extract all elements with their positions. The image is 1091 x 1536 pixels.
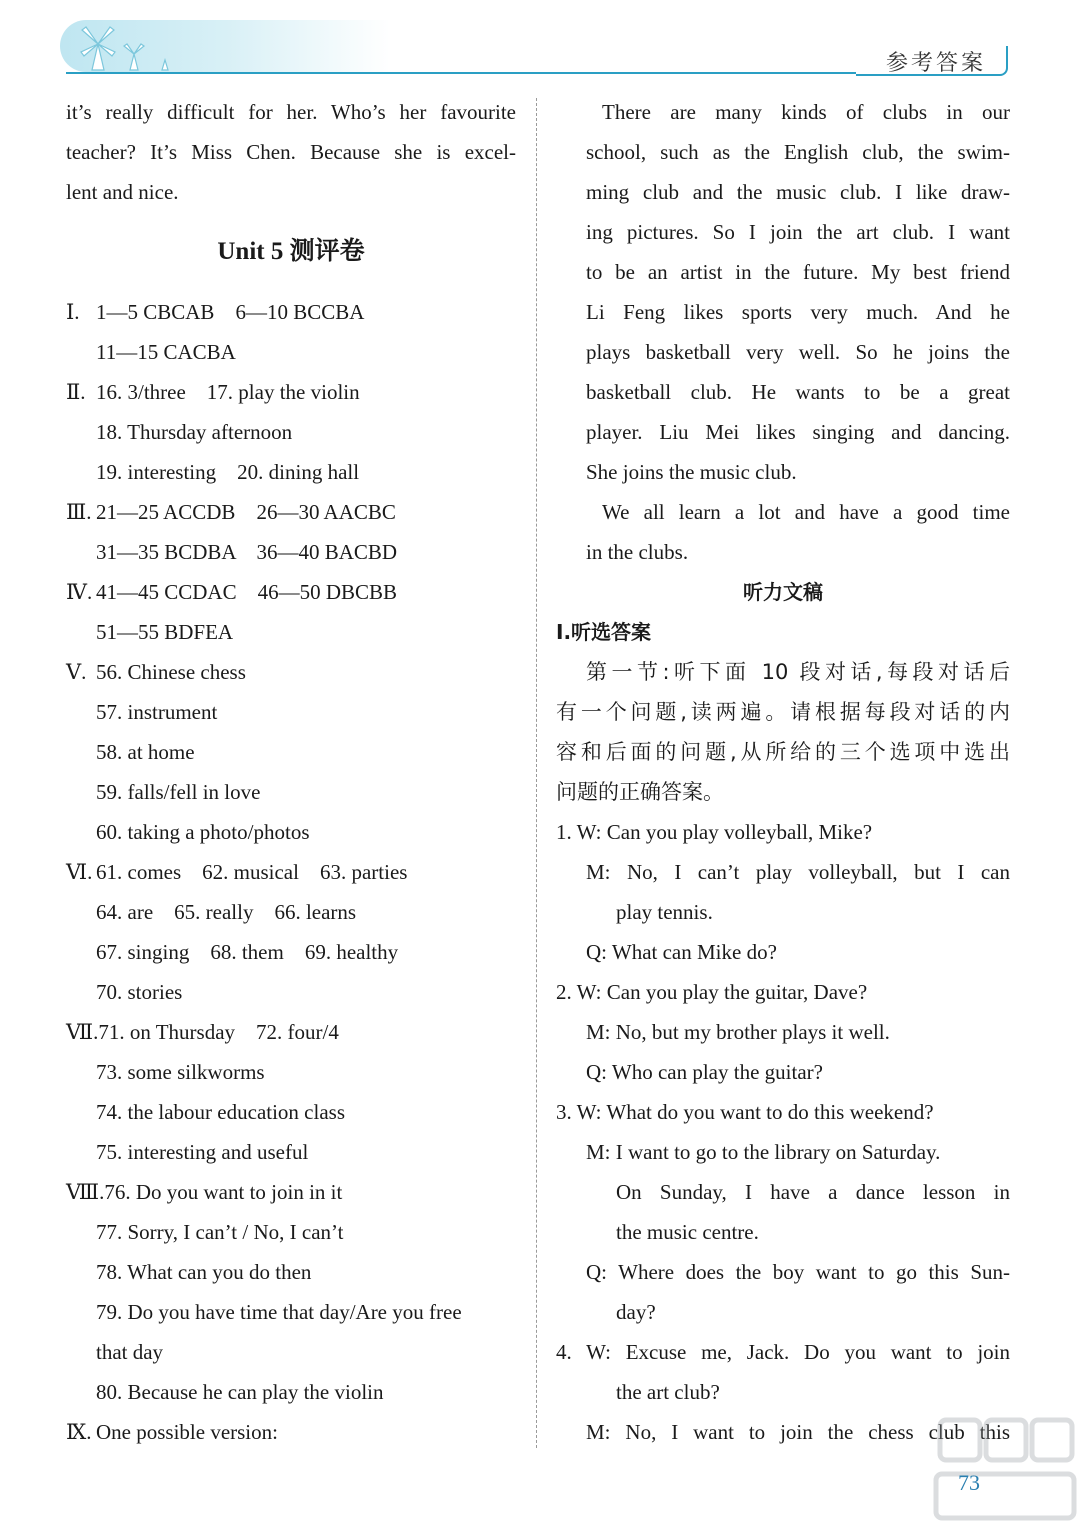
- column-divider: [536, 98, 537, 1448]
- answer-row: [66, 812, 516, 852]
- answer-row: [66, 732, 516, 772]
- answer-row: [66, 972, 516, 1012]
- essay-line: basketball club. He wants to be a great: [586, 380, 1010, 404]
- answer-text: 78. What can you do then: [96, 1260, 312, 1284]
- dialogue-line: M: No, I want to join the chess club this: [586, 1420, 1010, 1444]
- dialogue-line: Q: Who can play the guitar?: [586, 1060, 823, 1084]
- essay-line: to be an artist in the future. My best friend: [586, 260, 1010, 284]
- dialogue-line: On Sunday, I have a dance lesson in: [616, 1180, 1010, 1204]
- essay-paragraph: [556, 92, 1010, 572]
- watermark-logo-icon: [930, 1412, 1080, 1527]
- roman-numeral: Ⅳ.: [66, 580, 93, 604]
- answer-text: 60. taking a photo/photos: [96, 820, 310, 844]
- answer-row: [66, 412, 516, 452]
- essay-line: We all learn a lot and have a good time: [602, 500, 1010, 524]
- answer-list: [66, 292, 516, 1452]
- answer-row: [66, 1132, 516, 1172]
- answer-text: 67. singing 68. them 69. healthy: [96, 940, 399, 964]
- header-title: 参考答案: [886, 51, 987, 76]
- answer-text: 74. the labour education class: [96, 1100, 346, 1124]
- answer-text: 21—25 ACCDB 26—30 AACBC: [96, 500, 396, 524]
- dialogue-line: day?: [616, 1300, 656, 1324]
- answer-row: [66, 1012, 516, 1052]
- instruction-line: 容和后面的问题,从所给的三个选项中选出: [556, 740, 1010, 764]
- answer-text: 73. some silkworms: [96, 1060, 265, 1084]
- answer-row: [66, 1252, 516, 1292]
- answer-text: 31—35 BCDBA 36—40 BACBD: [96, 540, 398, 564]
- answer-row: [66, 892, 516, 932]
- header-rule: [66, 72, 856, 74]
- answer-text: One possible version:: [96, 1420, 278, 1444]
- intro-paragraph: [66, 92, 516, 212]
- answer-row: [66, 1292, 516, 1332]
- roman-numeral: Ⅷ.: [66, 1180, 105, 1204]
- page-number: 73: [958, 1470, 980, 1495]
- unit-title: Unit 5 测评卷: [217, 238, 365, 265]
- section-heading: Ⅰ.听选答案: [556, 620, 652, 644]
- dialogue-line: 1. W: Can you play volleyball, Mike?: [556, 820, 873, 844]
- answer-text: 57. instrument: [96, 700, 218, 724]
- dialogue-line: the music centre.: [616, 1220, 759, 1244]
- answer-text: 80. Because he can play the violin: [96, 1380, 384, 1404]
- instruction-line: 第一节:听下面 10 段对话,每段对话后: [586, 660, 1010, 684]
- text-line: teacher? It’s Miss Chen. Because she is excel-: [66, 140, 516, 164]
- answer-row: [66, 1052, 516, 1092]
- essay-line: ming club and the music club. I like draw-: [586, 180, 1010, 204]
- essay-line: school, such as the English club, the swim-: [586, 140, 1010, 164]
- essay-line: She joins the music club.: [586, 460, 797, 484]
- dialogue-line: 4. W: Excuse me, Jack. Do you want to join: [556, 1340, 1010, 1364]
- answer-text: 79. Do you have time that day/Are you free: [96, 1300, 462, 1324]
- dialogue-line: Q: What can Mike do?: [586, 940, 777, 964]
- roman-numeral: Ⅸ.: [66, 1420, 92, 1444]
- answer-row: [66, 932, 516, 972]
- essay-line: plays basketball very well. So he joins the: [586, 340, 1010, 364]
- roman-numeral: Ⅱ.: [66, 380, 86, 404]
- answer-row: [66, 572, 516, 612]
- dialogue-list: [556, 812, 1010, 1452]
- essay-line: player. Liu Mei likes singing and dancing.: [586, 420, 1010, 444]
- essay-line: Li Feng likes sports very much. And he: [586, 300, 1010, 324]
- answer-text: that day: [96, 1340, 164, 1364]
- essay-line: There are many kinds of clubs in our: [602, 100, 1010, 124]
- dialogue-line: Q: Where does the boy want to go this Sun-: [586, 1260, 1010, 1284]
- answer-row: [66, 492, 516, 532]
- instruction-line: 有一个问题,读两遍。请根据每段对话的内: [556, 700, 1010, 724]
- answer-row: [66, 652, 516, 692]
- answer-text: 1—5 CBCAB 6—10 BCCBA: [96, 300, 365, 324]
- answer-row: [66, 532, 516, 572]
- answer-row: [66, 1172, 516, 1212]
- dialogue-line: M: No, but my brother plays it well.: [586, 1020, 890, 1044]
- text-line: it’s really difficult for her. Who’s her favourite: [66, 100, 516, 124]
- listening-title: 听力文稿: [743, 580, 823, 604]
- roman-numeral: Ⅴ.: [66, 660, 87, 684]
- answer-row: [66, 332, 516, 372]
- answer-row: [66, 372, 516, 412]
- right-column: [556, 92, 1010, 1452]
- answer-text: 58. at home: [96, 740, 195, 764]
- answer-text: 19. interesting 20. dining hall: [96, 460, 360, 484]
- dialogue-line: play tennis.: [616, 900, 713, 924]
- answer-text: 59. falls/fell in love: [96, 780, 261, 804]
- answer-text: 77. Sorry, I can’t / No, I can’t: [96, 1220, 344, 1244]
- windmill-icon: [72, 22, 182, 72]
- answer-text: 71. on Thursday 72. four/4: [98, 1020, 339, 1044]
- answer-text: 18. Thursday afternoon: [96, 420, 293, 444]
- dialogue-line: 3. W: What do you want to do this weekend?: [556, 1100, 934, 1124]
- answer-text: 64. are 65. really 66. learns: [96, 900, 357, 924]
- text-line: lent and nice.: [66, 180, 179, 204]
- roman-numeral: Ⅵ.: [66, 860, 93, 884]
- roman-numeral: Ⅶ.: [66, 1020, 99, 1044]
- page-header: [0, 0, 1091, 90]
- answer-text: 70. stories: [96, 980, 183, 1004]
- answer-text: 41—45 CCDAC 46—50 DBCBB: [96, 580, 398, 604]
- answer-text: 51—55 BDFEA: [96, 620, 234, 644]
- answer-text: 61. comes 62. musical 63. parties: [96, 860, 408, 884]
- answer-row: [66, 1372, 516, 1412]
- answer-row: [66, 692, 516, 732]
- essay-line: ing pictures. So I join the art club. I want: [586, 220, 1010, 244]
- answer-row: [66, 772, 516, 812]
- answer-text: 76. Do you want to join in it: [104, 1180, 343, 1204]
- roman-numeral: Ⅰ.: [66, 300, 80, 324]
- answer-text: 75. interesting and useful: [96, 1140, 309, 1164]
- instruction-paragraph: [556, 652, 1010, 812]
- dialogue-line: the art club?: [616, 1380, 720, 1404]
- dialogue-line: M: I want to go to the library on Saturday.: [586, 1140, 941, 1164]
- answer-text: 11—15 CACBA: [96, 340, 236, 364]
- roman-numeral: Ⅲ.: [66, 500, 92, 524]
- answer-row: [66, 612, 516, 652]
- answer-text: 16. 3/three 17. play the violin: [96, 380, 360, 404]
- answer-row: [66, 1212, 516, 1252]
- answer-row: [66, 1092, 516, 1132]
- answer-row: [66, 1332, 516, 1372]
- answer-row: [66, 292, 516, 332]
- answer-row: [66, 1412, 516, 1452]
- dialogue-line: 2. W: Can you play the guitar, Dave?: [556, 980, 868, 1004]
- essay-line: in the clubs.: [586, 540, 689, 564]
- dialogue-line: M: No, I can’t play volleyball, but I can: [586, 860, 1010, 884]
- left-column: [66, 92, 516, 1452]
- answer-row: [66, 452, 516, 492]
- answer-row: [66, 852, 516, 892]
- instruction-line: 问题的正确答案。: [556, 780, 724, 804]
- answer-text: 56. Chinese chess: [96, 660, 246, 684]
